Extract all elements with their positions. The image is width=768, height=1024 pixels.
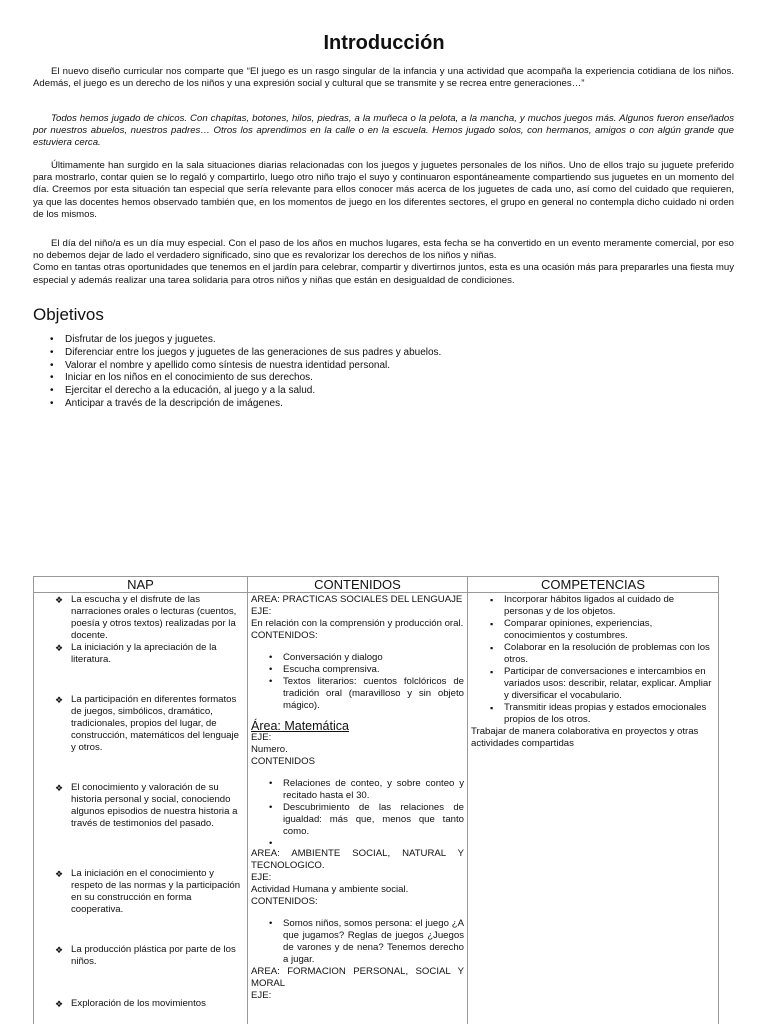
area-ambiente-heading: AREA: AMBIENTE SOCIAL, NATURAL Y TECNOLOGICO. bbox=[251, 848, 464, 871]
list-item: • Escucha comprensiva. bbox=[283, 664, 464, 676]
table-row bbox=[34, 593, 719, 1024]
header-competencias: COMPETENCIAS bbox=[468, 577, 719, 593]
objective-item: • Iniciar en los niños en el conocimiento de sus derechos. bbox=[52, 372, 441, 385]
ambiente-contents-list bbox=[251, 918, 464, 966]
nap-item: ❖ La iniciación en el conocimiento y respeto de las normas y la participación en su construcción en forma cooperativa. bbox=[37, 868, 244, 916]
lenguaje-contents-list bbox=[251, 652, 464, 712]
table-header-row bbox=[34, 577, 719, 593]
list-item bbox=[283, 838, 464, 848]
objective-item: • Anticipar a través de la descripción de imágenes. bbox=[52, 398, 441, 411]
objectives-heading: Objetivos bbox=[33, 305, 104, 324]
list-item: • Conversación y dialogo bbox=[283, 652, 464, 664]
intro-paragraph-1: El nuevo diseño curricular nos comparte que “El juego es un rasgo singular de la infancia y una actividad que acompaña la experiencia cotidiana de los niños. Además, el juego es un derecho de los niños y una expresión social y cultural que se transmite y se recrea entre generaciones…” bbox=[33, 66, 734, 90]
page-title: Introducción bbox=[323, 32, 445, 54]
nap-item: ❖ La escucha y el disfrute de las narraciones orales o lecturas (cuentos, poesía y otros textos) realizadas por la docente. bbox=[37, 594, 244, 642]
eje-label: EJE: bbox=[251, 732, 272, 743]
eje-label: EJE: bbox=[251, 872, 272, 883]
eje-label: EJE: bbox=[251, 606, 272, 617]
intro-paragraph-2: Todos hemos jugado de chicos. Con chapitas, botones, hilos, piedras, a la muñeca o la pelota, a la mancha, y muchos juegos más. Algunos fueron enseñados por nuestros abuelos, nuestros padres… Otros los aprendimos en la calle o en la escuela. Hemos jugado solos, con hermanos, amigos o con algún grande que estuviera cerca. bbox=[33, 113, 734, 149]
nap-item: ❖ La producción plástica por parte de los niños. bbox=[37, 944, 244, 968]
eje-matematica: Numero. bbox=[251, 744, 288, 755]
matematica-contents-list bbox=[251, 778, 464, 848]
list-item: ▪ Comparar opiniones, experiencias, conocimientos y costumbres. bbox=[504, 618, 715, 642]
eje-lenguaje: En relación con la comprensión y producción oral. bbox=[251, 618, 464, 629]
objective-item: • Valorar el nombre y apellido como síntesis de nuestra identidad personal. bbox=[52, 360, 441, 373]
nap-item: ❖ El conocimiento y valoración de su historia personal y social, conociendo algunos episodios de nuestra historia a través de testimonios del pasado. bbox=[37, 782, 244, 830]
objective-item: • Disfrutar de los juegos y juguetes. bbox=[52, 334, 441, 347]
list-item: • Textos literarios: cuentos folclóricos de tradición oral (maravilloso y sin objeto mágico). bbox=[283, 676, 464, 712]
list-item: • Relaciones de conteo, y sobre conteo y recitado hasta el 30. bbox=[283, 778, 464, 802]
intro-paragraph-4a: El día del niño/a es un día muy especial. Con el paso de los años en muchos lugares, esta fecha se ha convertido en un evento meramente comercial, por eso no debemos dejar de lado el verdadero significado, sino que es revalorizar los derechos de los niños y niñas. bbox=[33, 238, 734, 262]
list-item: ▪ Transmitir ideas propias y estados emocionales propios de los otros. bbox=[504, 702, 715, 726]
objective-item: • Diferenciar entre los juegos y juguetes de las generaciones de sus padres y abuelos. bbox=[52, 347, 441, 360]
competencias-cell bbox=[468, 593, 719, 1024]
header-contenidos: CONTENIDOS bbox=[248, 577, 468, 593]
list-item: ▪ Colaborar en la resolución de problemas con los otros. bbox=[504, 642, 715, 666]
contenidos-cell bbox=[248, 593, 468, 1024]
list-item: • Descubrimiento de las relaciones de igualdad: más que, menos que tanto como. bbox=[283, 802, 464, 838]
area-formacion-heading: AREA: FORMACION PERSONAL, SOCIAL Y MORAL bbox=[251, 966, 464, 989]
competencias-list bbox=[471, 594, 715, 726]
contenidos-label: CONTENIDOS bbox=[251, 756, 315, 767]
area-matematica-heading: Área: Matemática bbox=[251, 719, 349, 733]
eje-ambiente: Actividad Humana y ambiente social. bbox=[251, 884, 409, 895]
contenidos-label: CONTENIDOS: bbox=[251, 896, 318, 907]
nap-item: ❖ La iniciación y la apreciación de la literatura. bbox=[37, 642, 244, 666]
nap-cell bbox=[34, 593, 248, 1024]
list-item: ▪ Incorporar hábitos ligados al cuidado de personas y de los objetos. bbox=[504, 594, 715, 618]
list-item: ▪ Participar de conversaciones e intercambios en variados usos: describir, relatar, explicar. Ampliar y diversificar el vocabulario. bbox=[504, 666, 715, 702]
intro-paragraph-4 bbox=[33, 238, 734, 287]
planning-table bbox=[33, 576, 719, 1024]
competencias-extra: Trabajar de manera colaborativa en proyectos y otras actividades compartidas bbox=[471, 726, 699, 749]
header-nap: NAP bbox=[34, 577, 248, 593]
eje-label: EJE: bbox=[251, 990, 272, 1001]
nap-item: ❖ Exploración de los movimientos bbox=[37, 998, 244, 1010]
area-lenguaje-heading: AREA: PRACTICAS SOCIALES DEL LENGUAJE bbox=[251, 594, 463, 605]
intro-paragraph-3: Últimamente han surgido en la sala situaciones diarias relacionadas con los juegos y juguetes personales de los niños. Uno de ellos trajo su juguete preferido para mostrarlo, contar quien se lo regaló y compartirlo, luego otro niño trajo el suyo y continuaron espontáneamente compartiendo sus juguetes en un momento del día. Creemos por esta situación tan especial que sería relevante para ellos conocer más acerca de los juguetes de cada uno, así como del cuidado que requieren, ya que las docentes hemos observado también que, en los momentos de juego en los diferentes sectores, el grupo en general no contempla dicho cuidado ni orden de los mismos. bbox=[33, 160, 734, 220]
list-item: • Somos niños, somos persona: el juego ¿A que jugamos? Reglas de juegos ¿Juegos de varones y de nena? Tenemos derecho a jugar. bbox=[283, 918, 464, 966]
objectives-list bbox=[52, 334, 441, 411]
contenidos-label: CONTENIDOS: bbox=[251, 630, 318, 641]
intro-paragraph-4b: Como en tantas otras oportunidades que tenemos en el jardín para celebrar, compartir y divertirnos juntos, esta es una ocasión más para prepararles una fiesta muy especial y además realizar una tarea solidaria para otros niños y niñas que están en desigualdad de condiciones. bbox=[33, 262, 734, 286]
nap-item: ❖ La participación en diferentes formatos de juegos, simbólicos, dramático, tradicionales, propios del lugar, de construcción, matemáticos del lenguaje y otros. bbox=[37, 694, 244, 754]
objective-item: • Ejercitar el derecho a la educación, al juego y a la salud. bbox=[52, 385, 441, 398]
